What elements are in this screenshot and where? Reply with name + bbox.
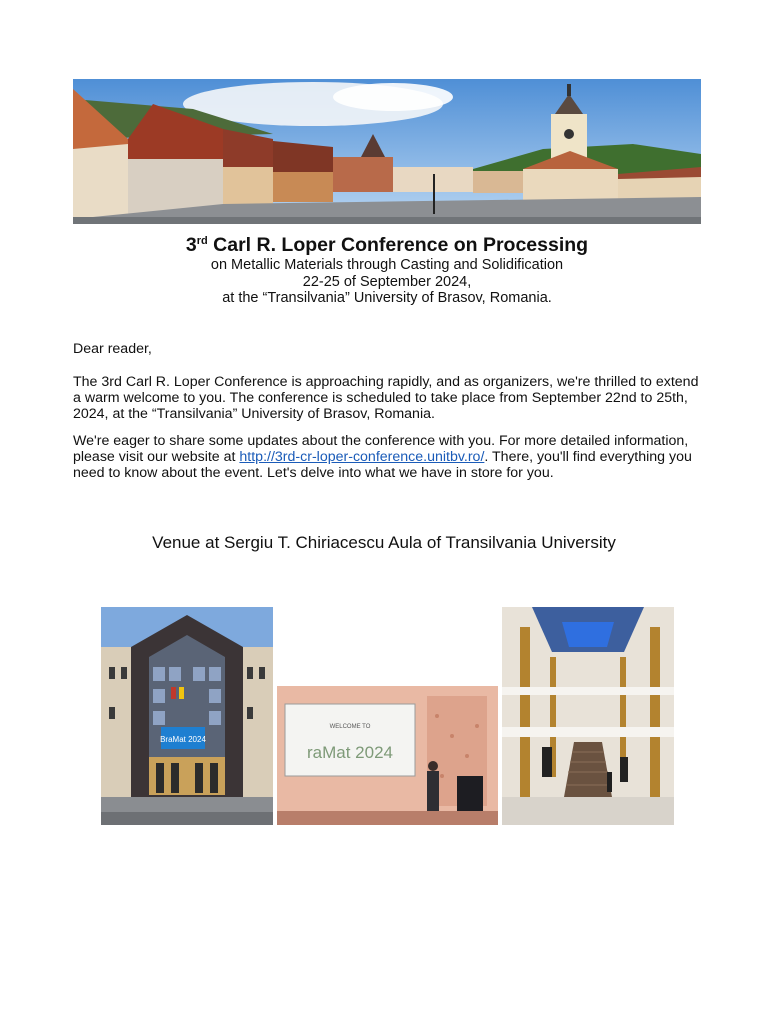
page-title: 3rd Carl R. Loper Conference on Processing <box>185 234 589 256</box>
banner-image-brasov-square <box>73 79 701 224</box>
screen-logo-text: raMat 2024 <box>307 743 393 762</box>
photo-aula-facade <box>101 607 273 825</box>
subtitle-line-dates: 22-25 of September 2024, <box>302 273 472 290</box>
subtitle-line-location: at the “Transilvania” University of Brasov, Romania. <box>222 290 552 306</box>
subtitle-line-topic: on Metallic Materials through Casting and Solidification <box>210 257 564 273</box>
title-ordinal-sup: rd <box>196 235 208 247</box>
screen-welcome-text: WELCOME TO <box>329 724 371 730</box>
paragraph-intro: The 3rd Carl R. Loper Conference is approaching rapidly, and as organizers, we're thrilled to extend a warm welcome to you. The conference is scheduled to take place from September 22nd to 25th, 2024, at the “Transilvania” University of Brasov, Romania. <box>73 373 699 423</box>
document-page <box>73 79 701 482</box>
paragraph-website: We're eager to share some updates about the conference with you. For more detailed information, please visit our website at http://3rd-cr-loper-conference.unitbv.ro/. There, you'll find everything you need to know about the event. Let's delve into what we have in store for you. <box>73 432 692 482</box>
greeting: Dear reader, <box>73 340 152 357</box>
facade-sign-text: BraMat 2024 <box>160 735 206 744</box>
photo-welcome-screen <box>277 686 498 825</box>
subtitle <box>73 257 701 307</box>
venue-heading: Venue at Sergiu T. Chiriacescu Aula of Transilvania University <box>152 533 616 552</box>
website-link[interactable]: http://3rd-cr-loper-conference.unitbv.ro/ <box>239 448 485 465</box>
photo-atrium-interior <box>502 607 674 825</box>
